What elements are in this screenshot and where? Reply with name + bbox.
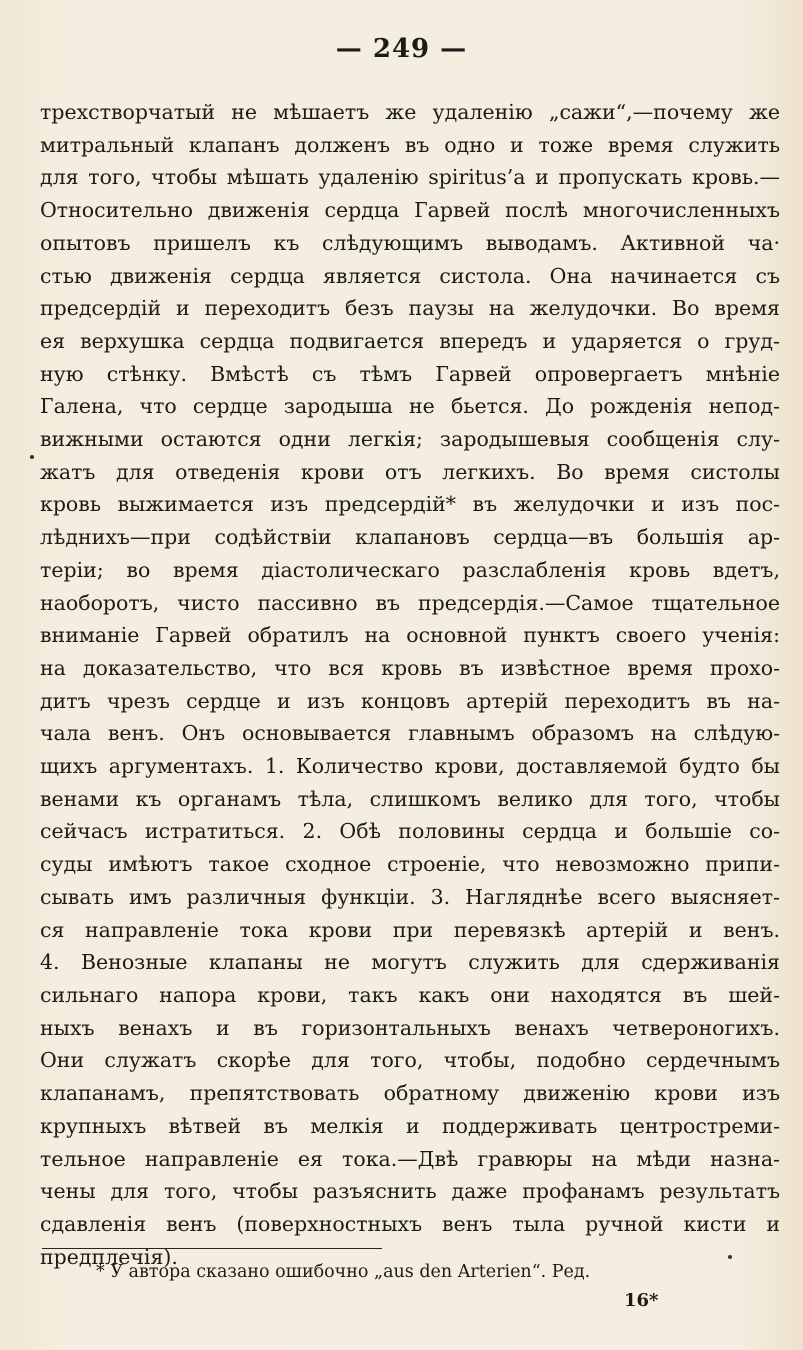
text-line: вижными остаются одни легкія; зародышевыя сообщенія слу- [40, 427, 780, 452]
text-line: суды имѣютъ такое сходное строеніе, что невозможно припи- [40, 852, 780, 877]
print-speck [30, 455, 34, 459]
text-line: чала венъ. Онъ основывается главнымъ образомъ на слѣдую- [40, 721, 780, 746]
text-line: сывать имъ различныя функціи. 3. Нагляднѣе всего выясняет- [40, 884, 780, 909]
page-number: — 249 — [335, 34, 468, 64]
text-line: предплечія). [40, 1244, 178, 1269]
text-line: 4. Венозные клапаны не могутъ служить для сдерживанія [40, 950, 780, 975]
text-line: митральный клапанъ долженъ въ одно и тоже время служить [40, 132, 780, 157]
footnote-divider [42, 1248, 382, 1249]
text-line: сдавленія венъ (поверхностныхъ венъ тыла ручной кисти и [40, 1211, 780, 1236]
text-line: Галена, что сердце зародыша не бьется. До рожденія непод- [40, 394, 780, 419]
text-line: вниманіе Гарвей обратилъ на основной пунктъ своего ученія: [40, 623, 780, 648]
signature-mark: 16* [624, 1290, 659, 1311]
text-line: лѣднихъ—при содѣйствіи клапановъ сердца—въ большія ар- [40, 525, 780, 550]
text-line: наоборотъ, чисто пассивно въ предсердія.—Самое тщательное [40, 590, 780, 615]
text-line: на доказательство, что вся кровь въ извѣстное время прохо- [40, 655, 780, 680]
text-line: трехстворчатый не мѣшаетъ же удаленію „сажи“,—почему же [40, 100, 780, 124]
text-line: предсердій и переходитъ безъ паузы на желудочки. Во время [40, 296, 780, 321]
text-line: тельное направленіе ея тока.—Двѣ гравюры на мѣди назна- [40, 1146, 780, 1171]
text-line: ную стѣнку. Вмѣстѣ съ тѣмъ Гарвей опровергаетъ мнѣніе [40, 361, 780, 386]
text-line: дитъ чрезъ сердце и изъ концовъ артерій переходитъ въ на- [40, 688, 780, 713]
body-text [40, 96, 780, 1273]
print-speck [728, 1255, 732, 1259]
text-line: ныхъ венахъ и въ горизонтальныхъ венахъ четвероногихъ. [40, 1015, 780, 1040]
text-line: стью движенія сердца является систола. Она начинается съ [40, 263, 780, 288]
text-line: для того, чтобы мѣшать удаленію spiritus’a и пропускать кровь.— [40, 165, 780, 190]
text-line: сейчасъ истратиться. 2. Обѣ половины сердца и большіе со- [40, 819, 780, 844]
text-line: чены для того, чтобы разъяснить даже профанамъ результатъ [40, 1179, 780, 1204]
text-line: ся направленіе тока крови при перевязкѣ артерій и венъ. [40, 917, 780, 942]
text-line: Они служатъ скорѣе для того, чтобы, подобно сердечнымъ [40, 1048, 780, 1073]
text-line: жатъ для отведенія крови отъ легкихъ. Во время систолы [40, 459, 780, 484]
text-line: опытовъ пришелъ къ слѣдующимъ выводамъ. Активной ча· [40, 230, 780, 255]
text-line: щихъ аргументахъ. 1. Количество крови, доставляемой будто бы [40, 754, 780, 779]
text-line: Относительно движенія сердца Гарвей послѣ многочисленныхъ [40, 198, 780, 223]
text-line: ея верхушка сердца подвигается впередъ и ударяется о груд- [40, 328, 780, 353]
text-line: сильнаго напора крови, такъ какъ они находятся въ шей- [40, 982, 780, 1007]
text-line: клапанамъ, препятствовать обратному движенію крови изъ [40, 1081, 780, 1106]
text-line: теріи; во время діастолическаго разслабленія кровь вдетъ, [40, 557, 780, 582]
text-line: крупныхъ вѣтвей въ мелкія и поддерживать центростреми- [40, 1113, 780, 1138]
footnote: * У автора сказано ошибочно „aus den Arterien“. Ред. [96, 1262, 591, 1282]
text-line: венами къ органамъ тѣла, слишкомъ велико для того, чтобы [40, 786, 780, 811]
text-line: кровь выжимается изъ предсердій* въ желудочки и изъ пос- [40, 492, 780, 517]
